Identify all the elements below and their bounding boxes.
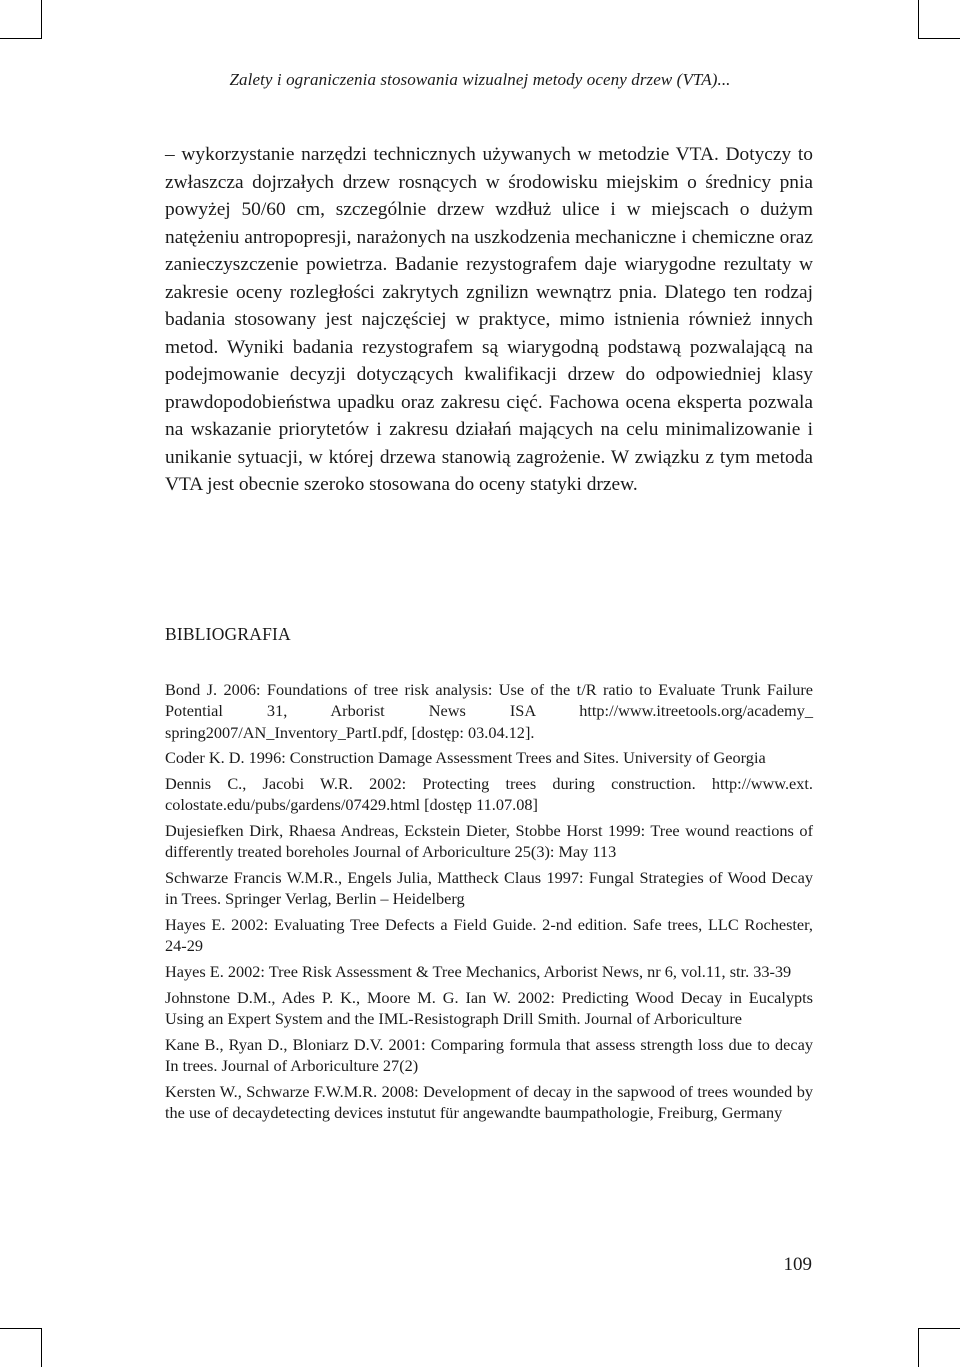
bibliography-entry: Hayes E. 2002: Tree Risk Assessment & Tree Mechanics, Arborist News, nr 6, vol.11, str. 33-39 bbox=[165, 961, 792, 981]
crop-mark-top-right bbox=[918, 0, 919, 38]
crop-mark-bottom-right-h bbox=[918, 1328, 960, 1329]
bibliography-entry: Kane B., Ryan D., Bloniarz D.V. 2001: Comparing formula that assess strength loss due to decay In trees. Journal of Arboriculture 27(2) bbox=[165, 1034, 813, 1075]
bibliography-list bbox=[165, 679, 813, 1128]
bibliography-heading: BIBLIOGRAFIA bbox=[165, 624, 291, 644]
bibliography-entry: Hayes E. 2002: Evaluating Tree Defects a Field Guide. 2-nd edition. Safe trees, LLC Rochester, 24-29 bbox=[165, 914, 813, 956]
bibliography-entry: Dujesiefken Dirk, Rhaesa Andreas, Eckstein Dieter, Stobbe Horst 1999: Tree wound reactions of differently treated boreholes Journal of Arboriculture 25(3): May 113 bbox=[165, 820, 813, 862]
running-header: Zalety i ograniczenia stosowania wizualnej metody oceny drzew (VTA)... bbox=[229, 70, 731, 89]
bibliography-entry: Dennis C., Jacobi W.R. 2002: Protecting trees during construction. http://www.ext. colostate.edu/pubs/gardens/07429.html [dostęp 11.07.08] bbox=[165, 773, 813, 815]
bibliography-entry: Bond J. 2006: Foundations of tree risk analysis: Use of the t/R ratio to Evaluate Trunk Failure Potential 31, Arborist News ISA http://www.itreetools.org/academy_ spring2007/AN_Inventory_PartI.pdf, [dostęp: 03.04.12]. bbox=[165, 680, 813, 742]
crop-mark-bottom-left bbox=[41, 1329, 42, 1367]
crop-mark-top-right-h bbox=[918, 38, 960, 39]
body-paragraph: – wykorzystanie narzędzi technicznych używanych w metodzie VTA. Dotyczy to zwłaszcza dojrzałych drzew rosnących w środowisku miejskim o średnicy pnia powyżej 50/60 cm, szczególnie drzew wzdłuż ulice i w miejscach o dużym natężeniu antropopresji, narażonych na uszkodzenia mechaniczne i chemiczne oraz zanieczyszczenie powietrza. Badanie rezystografem daje wiarygodne rezultaty w zakresie oceny rozległości zakrytych zgnilizn wewnątrz pnia. Dlatego ten rodzaj badania stosowany jest najczęściej w praktyce, mimo istnienia również innych metod. Wyniki badania rezystografem są wiarygodną podstawą pozwalającą na podejmowanie decyzji dotyczących kwalifikacji drzew do odpowiedniej klasy prawdopodobieństwa upadku oraz zakresu cięć. Fachowa ocena eksperta pozwala na wskazanie priorytetów i zakresu działań mających na celu minimalizowanie i unikanie sytuacji, w której drzewa stanowią zagrożenie. W związku z tym metoda VTA jest obecnie szeroko stosowana do oceny statyki drzew. bbox=[165, 144, 813, 495]
crop-mark-top-left bbox=[41, 0, 42, 38]
bibliography-entry: Coder K. D. 1996: Construction Damage Assessment Trees and Sites. University of Georgia bbox=[165, 748, 766, 768]
crop-mark-bottom-left-h bbox=[0, 1328, 42, 1329]
page-number: 109 bbox=[783, 1254, 812, 1275]
bibliography-entry: Johnstone D.M., Ades P. K., Moore M. G. Ian W. 2002: Predicting Wood Decay in Eucalypts Using an Expert System and the IML-Resistograph Drill Smith. Journal of Arboriculture bbox=[165, 987, 813, 1028]
crop-mark-top-left-h bbox=[0, 38, 42, 39]
crop-mark-bottom-right bbox=[918, 1329, 919, 1367]
bibliography-entry: Schwarze Francis W.M.R., Engels Julia, Mattheck Claus 1997: Fungal Strategies of Wood Decay in Trees. Springer Verlag, Berlin – Heidelberg bbox=[165, 867, 813, 909]
bibliography-entry: Kersten W., Schwarze F.W.M.R. 2008: Development of decay in the sapwood of trees wounded by the use of decaydetecting devices instutut für angewandte baumpathologie, Freiburg, Germany bbox=[165, 1081, 813, 1122]
